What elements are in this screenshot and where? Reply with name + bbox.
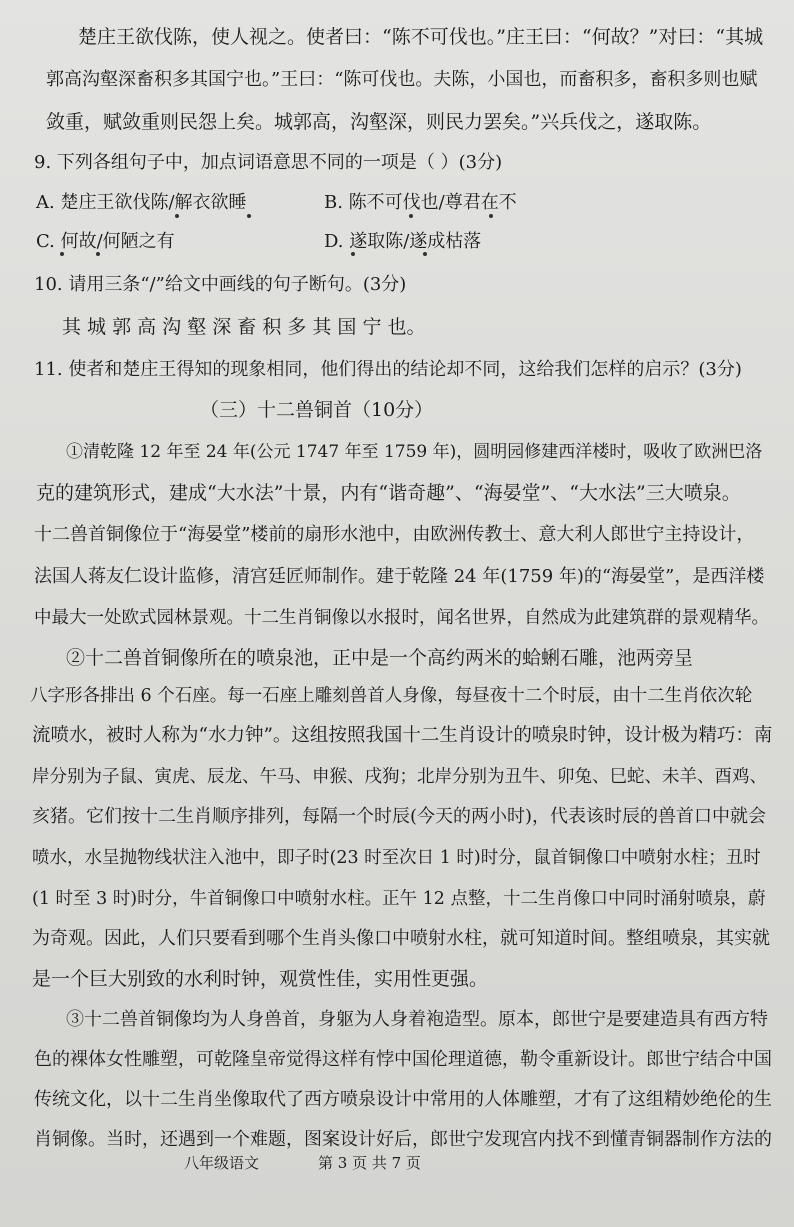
- emphasis-dot: [423, 252, 427, 256]
- question-10-stem: 10. 请用三条“/”给文中画线的句子断句。(3分): [34, 274, 407, 295]
- emphasis-dot: [96, 252, 100, 256]
- emphasis-dot: [409, 214, 413, 218]
- question-10-sentence: 其 城 郭 高 沟 壑 深 畜 积 多 其 国 宁 也。: [62, 316, 426, 338]
- emphasis-dot: [60, 252, 64, 256]
- article-line: (1 时至 3 时)时分，牛首铜像口中喷射水柱。正午 12 点整，十二生肖像口中同时涌射喷泉，蔚: [32, 889, 766, 909]
- article-line: 是一个巨大别致的水利时钟，观赏性佳，实用性更强。: [32, 968, 489, 990]
- article-line: 色的裸体女性雕塑，可乾隆皇帝觉得这样有悖中国伦理道德，勒令重新设计。郎世宁结合中国: [34, 1049, 772, 1070]
- article-line: ②十二兽首铜像所在的喷泉池，正中是一个高约两米的蛤蜊石雕，池两旁呈: [66, 647, 694, 669]
- article-line: ①清乾隆 12 年至 24 年(公元 1747 年至 1759 年)，圆明园修建西洋楼时，吸收了欧洲巴洛: [66, 442, 763, 462]
- footer-page-number: 第 3 页 共 7 页: [318, 1154, 421, 1172]
- question-11-stem: 11. 使者和楚庄王得知的现象相同，他们得出的结论却不同，这给我们怎样的启示？(3分): [34, 359, 742, 380]
- article-line: 十二兽首铜像位于“海晏堂”楼前的扇形水池中，由欧洲传教士、意大利人郎世宁主持设计，: [34, 524, 755, 545]
- section-title: （三）十二兽铜首（10分）: [200, 399, 434, 421]
- question-9-option-c[interactable]: C. 何故/何陋之有: [36, 231, 175, 252]
- article-line: 肖铜像。当时，还遇到一个难题，图案设计好后，郎世宁发现宫内找不到懂青铜器制作方法的: [34, 1129, 772, 1150]
- article-line: 岸分别为子鼠、寅虎、辰龙、午马、申猴、戌狗；北岸分别为丑牛、卯兔、巳蛇、未羊、酉鸡、: [32, 767, 767, 787]
- passage-line: 楚庄王欲伐陈，使人视之。使者曰：“陈不可伐也。”庄王曰：“何故？”对曰：“其城: [78, 26, 764, 48]
- article-line: 法国人蒋友仁设计监修，清宫廷匠师制作。建于乾隆 24 年(1759 年)的“海晏堂”，是西洋楼: [34, 566, 765, 587]
- article-line: 喷水，水呈抛物线状注入池中，即子时(23 时至次日 1 时)时分，鼠首铜像口中喷射水柱；丑时: [32, 848, 761, 868]
- emphasis-dot: [247, 214, 251, 218]
- question-9-option-b[interactable]: B. 陈不可伐也/尊君在不: [324, 192, 517, 213]
- article-line: 传统文化，以十二生肖坐像取代了西方喷泉设计中常用的人体雕塑，才有了这组精妙绝伦的生: [34, 1089, 772, 1110]
- article-line: 八字形各排出 6 个石座。每一石座上雕刻兽首人身像，每昼夜十二个时辰，由十二生肖依次轮: [30, 686, 753, 706]
- article-line: 流喷水，被时人称为“水力钟”。这组按照我国十二生肖设计的喷泉时钟，设计极为精巧：南: [32, 725, 773, 746]
- emphasis-dot: [351, 252, 355, 256]
- article-line: 克的建筑形式，建成“大水法”十景，内有“谐奇趣”、“海晏堂”、“大水法”三大喷泉。: [36, 482, 741, 504]
- article-line: 亥猪。它们按十二生肖顺序排列，每隔一个时辰(今天的两小时)，代表该时辰的兽首口中就会: [32, 806, 767, 827]
- article-line: 为奇观。因此，人们只要看到哪个生肖头像口中喷射水柱，就可知道时间。整组喷泉，其实就: [32, 928, 770, 949]
- question-9-stem: 9. 下列各组句子中，加点词语意思不同的一项是（ ）(3分): [34, 152, 503, 173]
- passage-line: 郭高沟壑深畜积多其国宁也。”王曰：“陈可伐也。夫陈，小国也，而畜积多，畜积多则也赋: [46, 69, 758, 90]
- article-line: 中最大一处欧式园林景观。十二生肖铜像以水报时，闻名世界，自然成为此建筑群的景观精华。: [34, 608, 769, 628]
- emphasis-dot: [489, 214, 493, 218]
- emphasis-dot: [175, 214, 179, 218]
- passage-line: 敛重，赋敛重则民怨上矣。城郭高，沟壑深，则民力罢矣。”兴兵伐之，遂取陈。: [46, 111, 712, 133]
- footer-subject: 八年级语文: [184, 1154, 260, 1172]
- article-line: ③十二兽首铜像均为人身兽首，身躯为人身着袍造型。原本，郎世宁是要建造具有西方特: [66, 1009, 768, 1030]
- question-9-option-a[interactable]: A. 楚庄王欲伐陈/解衣欲睡: [36, 192, 247, 213]
- question-9-option-d[interactable]: D. 遂取陈/遂成枯落: [324, 231, 482, 252]
